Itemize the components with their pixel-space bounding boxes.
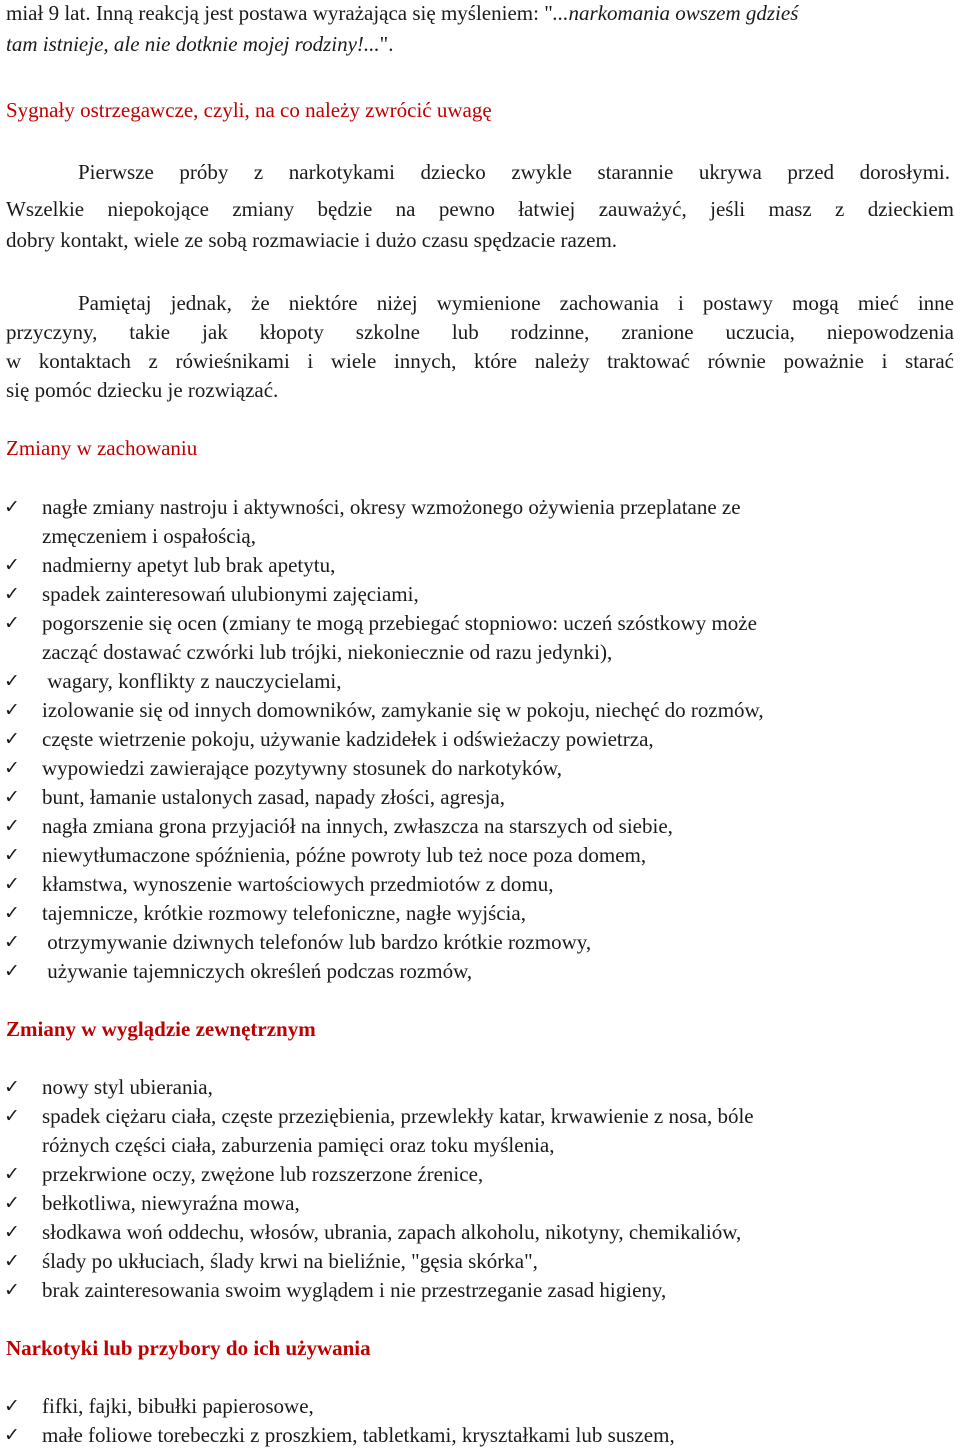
paragraph-1-line-2: Wszelkie niepokojące zmiany będzie na pewno łatwiej zauważyć, jeśli masz z dzieckiem: [6, 197, 954, 221]
checkmark-icon: ✓: [4, 699, 20, 721]
list-item: nowy styl ubierania,: [42, 1075, 213, 1099]
checkmark-icon: ✓: [4, 931, 20, 953]
paragraph-2-line-4: się pomóc dziecku je rozwiązać.: [6, 378, 279, 402]
list-item: małe foliowe torebeczki z proszkiem, tabletkami, kryształkami lub suszem,: [42, 1423, 675, 1447]
list-item-continuation: zacząć dostawać czwórki lub trójki, niekoniecznie od razu jedynki),: [42, 640, 613, 664]
checkmark-icon: ✓: [4, 1105, 20, 1127]
list-item: spadek ciężaru ciała, częste przeziębienia, przewlekły katar, krwawienie z nosa, bóle: [42, 1104, 754, 1128]
checkmark-icon: ✓: [4, 1221, 20, 1243]
list-item: słodkawa woń oddechu, włosów, ubrania, zapach alkoholu, nikotyny, chemikaliów,: [42, 1220, 742, 1244]
checkmark-icon: ✓: [4, 873, 20, 895]
checkmark-icon: ✓: [4, 757, 20, 779]
list-item: nadmierny apetyt lub brak apetytu,: [42, 553, 336, 577]
section-heading-drugs-and-paraphernalia: Narkotyki lub przybory do ich używania: [6, 1336, 371, 1360]
list-item: brak zainteresowania swoim wyglądem i nie przestrzeganie zasad higieny,: [42, 1278, 667, 1302]
list-item-continuation: zmęczeniem i ospałością,: [42, 524, 256, 548]
checkmark-icon: ✓: [4, 612, 20, 634]
list-item: spadek zainteresowań ulubionymi zajęciami,: [42, 582, 419, 606]
paragraph-1-line-1: Pierwsze próby z narkotykami dziecko zwykle starannie ukrywa przed dorosłymi.: [78, 160, 950, 184]
list-item: używanie tajemniczych określeń podczas rozmów,: [42, 959, 473, 983]
checkmark-icon: ✓: [4, 1250, 20, 1272]
checkmark-icon: ✓: [4, 583, 20, 605]
list-item: wypowiedzi zawierające pozytywny stosunek do narkotyków,: [42, 756, 562, 780]
list-item: otrzymywanie dziwnych telefonów lub bardzo krótkie rozmowy,: [42, 930, 592, 954]
checkmark-icon: ✓: [4, 496, 20, 518]
intro-line-1: [6, 0, 798, 28]
checkmark-icon: ✓: [4, 554, 20, 576]
list-item: bunt, łamanie ustalonych zasad, napady złości, agresja,: [42, 785, 506, 809]
checkmark-icon: ✓: [4, 670, 20, 692]
checkmark-icon: ✓: [4, 815, 20, 837]
section-heading-appearance-changes: Zmiany w wyglądzie zewnętrznym: [6, 1017, 316, 1041]
section-heading-warning-signs: Sygnały ostrzegawcze, czyli, na co należy zwrócić uwagę: [6, 98, 492, 122]
checkmark-icon: ✓: [4, 960, 20, 982]
checkmark-icon: ✓: [4, 1163, 20, 1185]
list-item-continuation: różnych części ciała, zaburzenia pamięci oraz toku myślenia,: [42, 1133, 555, 1157]
list-item: nagła zmiana grona przyjaciół na innych, zwłaszcza na starszych od siebie,: [42, 814, 673, 838]
intro-line-1-quote: ...narkomania owszem gdzieś: [552, 1, 799, 25]
paragraph-2-line-2: przyczyny, takie jak kłopoty szkolne lub rodzinne, zranione uczucia, niepowodzenia: [6, 320, 954, 344]
checkmark-icon: ✓: [4, 902, 20, 924]
checkmark-icon: ✓: [4, 1279, 20, 1301]
checkmark-icon: ✓: [4, 1424, 20, 1446]
intro-line-2: [6, 30, 393, 59]
list-item: niewytłumaczone spóźnienia, późne powroty lub też noce poza domem,: [42, 843, 647, 867]
checkmark-icon: ✓: [4, 1192, 20, 1214]
list-item: ślady po ukłuciach, ślady krwi na bieliźnie, "gęsia skórka",: [42, 1249, 538, 1273]
section-heading-behavior-changes: Zmiany w zachowaniu: [6, 436, 198, 460]
list-item: częste wietrzenie pokoju, używanie kadzidełek i odświeżaczy powietrza,: [42, 727, 654, 751]
paragraph-2-line-3: w kontaktach z rówieśnikami i wiele innych, które należy traktować równie poważnie i starać: [6, 349, 954, 373]
intro-line-2-end: ".: [379, 32, 394, 56]
list-item: kłamstwa, wynoszenie wartościowych przedmiotów z domu,: [42, 872, 554, 896]
list-item: fifki, fajki, bibułki papierosowe,: [42, 1394, 314, 1418]
checkmark-icon: ✓: [4, 1395, 20, 1417]
checkmark-icon: ✓: [4, 786, 20, 808]
list-item: wagary, konflikty z nauczycielami,: [42, 669, 342, 693]
paragraph-2-line-1: Pamiętaj jednak, że niektóre niżej wymienione zachowania i postawy mogą mieć inne: [78, 291, 954, 315]
checkmark-icon: ✓: [4, 728, 20, 750]
list-item: przekrwione oczy, zwężone lub rozszerzone źrenice,: [42, 1162, 484, 1186]
checkmark-icon: ✓: [4, 844, 20, 866]
list-item: tajemnicze, krótkie rozmowy telefoniczne, nagłe wyjścia,: [42, 901, 526, 925]
paragraph-1-line-3: dobry kontakt, wiele ze sobą rozmawiacie i dużo czasu spędzacie razem.: [6, 228, 618, 252]
list-item: izolowanie się od innych domowników, zamykanie się w pokoju, niechęć do rozmów,: [42, 698, 764, 722]
list-item: nagłe zmiany nastroju i aktywności, okresy wzmożonego ożywienia przeplatane ze: [42, 495, 741, 519]
intro-line-1-text: miał 9 lat. Inną reakcją jest postawa wyrażająca się myśleniem: ": [6, 1, 553, 25]
checkmark-icon: ✓: [4, 1076, 20, 1098]
list-item: bełkotliwa, niewyraźna mowa,: [42, 1191, 300, 1215]
intro-line-2-quote: tam istnieje, ale nie dotknie mojej rodziny!...: [6, 32, 380, 56]
list-item: pogorszenie się ocen (zmiany te mogą przebiegać stopniowo: uczeń szóstkowy może: [42, 611, 757, 635]
